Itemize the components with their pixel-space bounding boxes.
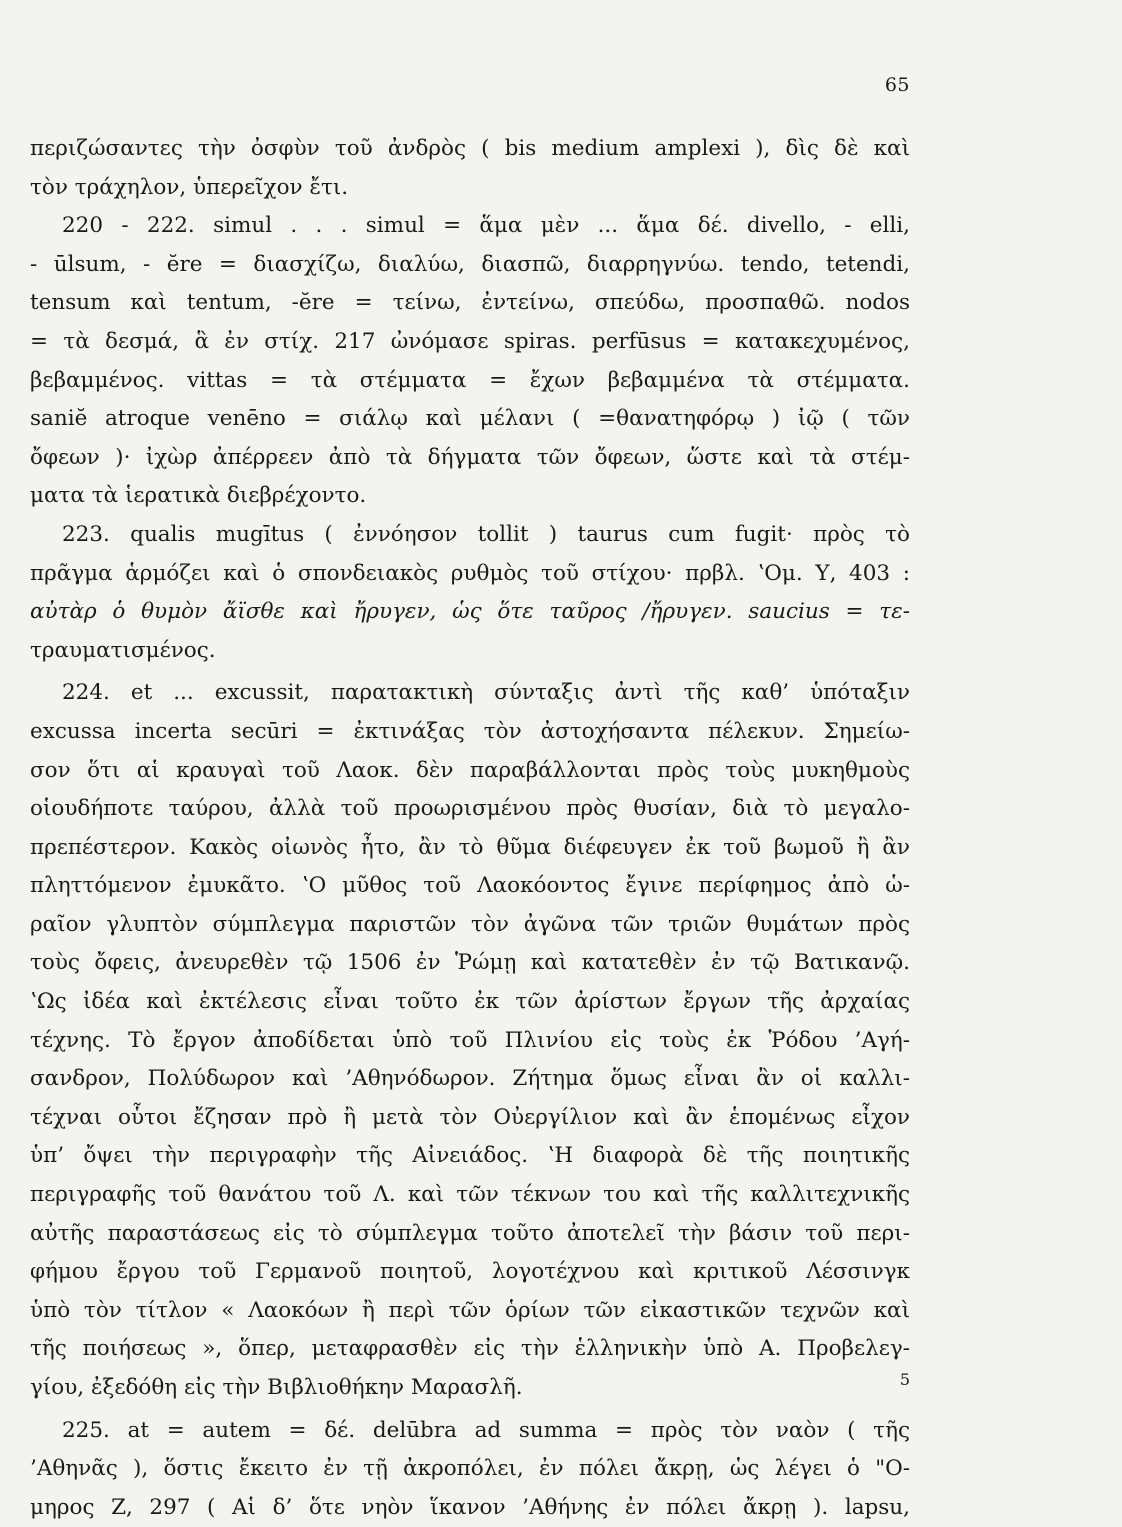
text-line: βεβαμμένος. vittas = τὰ στέμματα = ἔχων βεβαμμένα τὰ στέμματα.: [30, 367, 910, 393]
text-line: excussa incerta secūri = ἐκτινάξας τὸν ἀστοχήσαντα πέλεκυν. Σημείω-: [30, 718, 910, 744]
text-line: 225. at = autem = δέ. delūbra ad summa = πρὸς τὸν ναὸν ( τῆς: [62, 1417, 910, 1443]
text-line: σον ὅτι αἱ κραυγαὶ τοῦ Λαοκ. δὲν παραβάλλονται πρὸς τοὺς μυκηθμοὺς: [30, 757, 910, 783]
printer-signature-mark: 5: [899, 1370, 910, 1389]
text-line: τέχναι οὗτοι ἔζησαν πρὸ ἢ μετὰ τὸν Οὐεργίλιον καὶ ἂν ἑπομένως εἶχον: [30, 1104, 910, 1130]
text-line: - ūlsum, - ĕre = διασχίζω, διαλύω, διασπῶ, διαρρηγνύω. tendo, tetendi,: [30, 251, 910, 277]
text-line: τῆς ποιήσεως », ὅπερ, μεταφρασθὲν εἰς τὴν ἑλληνικὴν ὑπὸ Α. Προβελεγ-: [30, 1336, 910, 1362]
text-line: γίου, ἐξεδόθη εἰς τὴν Βιβλιοθήκην Μαρασλῆ.: [30, 1375, 523, 1400]
text-line: = τὰ δεσμά, ἃ ἐν στίχ. 217 ὠνόμασε spiras. perfūsus = κατακεχυμένος,: [30, 328, 910, 354]
page-number: 65: [884, 74, 910, 96]
text-line: πρᾶγμα ἁρμόζει καὶ ὁ σπονδειακὸς ρυθμὸς τοῦ στίχου· πρβλ. ʽΟμ. Υ, 403 :: [30, 560, 910, 586]
text-line: τραυματισμένος.: [30, 637, 216, 663]
text-line: 223. qualis mugītus ( ἐννόησον tollit ) taurus cum fugit· πρὸς τὸ: [62, 521, 910, 547]
text-line: φήμου ἔργου τοῦ Γερμανοῦ ποιητοῦ, λογοτέχνου καὶ κριτικοῦ Λέσσινγκ: [30, 1259, 910, 1285]
text-line: 224. et ... excussit, παρατακτικὴ σύνταξις ἀντὶ τῆς καθ’ ὑπόταξιν: [62, 680, 910, 706]
text-line: περιζώσαντες τὴν ὀσφὺν τοῦ ἀνδρὸς ( bis medium amplexi ), δὶς δὲ καὶ: [30, 136, 910, 161]
text-line: ματα τὰ ἱερατικὰ διεβρέχοντο.: [30, 483, 367, 509]
text-line: τέχνης. Τὸ ἔργον ἀποδίδεται ὑπὸ τοῦ Πλινίου εἰς τοὺς ἐκ Ῥόδου ’Αγή-: [30, 1027, 910, 1053]
text-line: ὑπὸ τὸν τίτλον « Λαοκόων ἢ περὶ τῶν ὁρίων τῶν εἰκαστικῶν τεχνῶν καὶ: [30, 1297, 910, 1323]
text-line: πρεπέστερον. Κακὸς οἰωνὸς ἦτο, ἂν τὸ θῦμα διέφευγεν ἐκ τοῦ βωμοῦ ἢ ἂν: [30, 834, 910, 860]
text-line: αὐτῆς παραστάσεως εἰς τὸ σύμπλεγμα τοῦτο ἀποτελεῖ τὴν βάσιν τοῦ περι-: [30, 1220, 910, 1246]
text-line: τὸν τράχηλον, ὑπερεῖχον ἔτι.: [30, 174, 349, 200]
text-line: τοὺς ὄφεις, ἀνευρεθὲν τῷ 1506 ἐν Ῥώμῃ καὶ κατατεθὲν ἐν τῷ Βατικανῷ.: [30, 950, 910, 976]
text-line: ʽΩς ἰδέα καὶ ἐκτέλεσις εἶναι τοῦτο ἐκ τῶν ἀρίστων ἔργων τῆς ἀρχαίας: [30, 989, 910, 1015]
text-line: saniĕ atroque venēno = σιάλῳ καὶ μέλανι ( =θανατηφόρῳ ) ἰῷ ( τῶν: [30, 406, 910, 432]
text-line: ὑπ’ ὄψει τὴν περιγραφὴν τῆς Αἰνειάδος. ʽΗ διαφορὰ δὲ τῆς ποιητικῆς: [30, 1143, 910, 1169]
text-line: ὄφεων )· ἰχὼρ ἀπέρρεεν ἀπὸ τὰ δήγματα τῶν ὄφεων, ὥστε καὶ τὰ στέμ-: [30, 444, 910, 470]
text-line: tensum καὶ tentum, -ĕre = τείνω, ἐντείνω, σπεύδω, προσπαθῶ. nodos: [30, 290, 910, 316]
text-line: πληττόμενον ἐμυκᾶτο. ʽΟ μῦθος τοῦ Λαοκόοντος ἔγινε περίφημος ἀπὸ ὡ-: [30, 873, 910, 899]
text-line: περιγραφῆς τοῦ θανάτου τοῦ Λ. καὶ τῶν τέκνων του καὶ τῆς καλλιτεχνικῆς: [30, 1182, 910, 1208]
text-line: μηρος Ζ, 297 ( Αἱ δ’ ὅτε νηὸν ἵκανον ’Αθήνης ἐν πόλει ἄκρῃ ). lapsu,: [30, 1494, 910, 1520]
text-line: οἱουδήποτε ταύρου, ἀλλὰ τοῦ προωρισμένου πρὸς θυσίαν, διὰ τὸ μεγαλο-: [30, 796, 910, 822]
commentary-text: [30, 130, 910, 1527]
text-line: ραῖον γλυπτὸν σύμπλεγμα παριστῶν τὸν ἀγῶνα τῶν τριῶν θυμάτων πρὸς: [30, 911, 910, 937]
text-line: ’Αθηνᾶς ), ὅστις ἔκειτο ἐν τῇ ἀκροπόλει, ἐν πόλει ἄκρῃ, ὡς λέγει ὁ "Ο-: [30, 1456, 910, 1482]
text-line: 220 - 222. simul . . . simul = ἅμα μὲν ... ἅμα δέ. divello, - elli,: [62, 213, 910, 239]
text-line: αὐτὰρ ὁ θυμὸν ἄϊσθε καὶ ἤρυγεν, ὡς ὅτε ταῦρος /ἤρυγεν. saucius = τε-: [30, 599, 910, 625]
text-line: σανδρον, Πολύδωρον καὶ ’Αθηνόδωρον. Ζήτημα ὅμως εἶναι ἂν οἱ καλλι-: [30, 1066, 910, 1092]
